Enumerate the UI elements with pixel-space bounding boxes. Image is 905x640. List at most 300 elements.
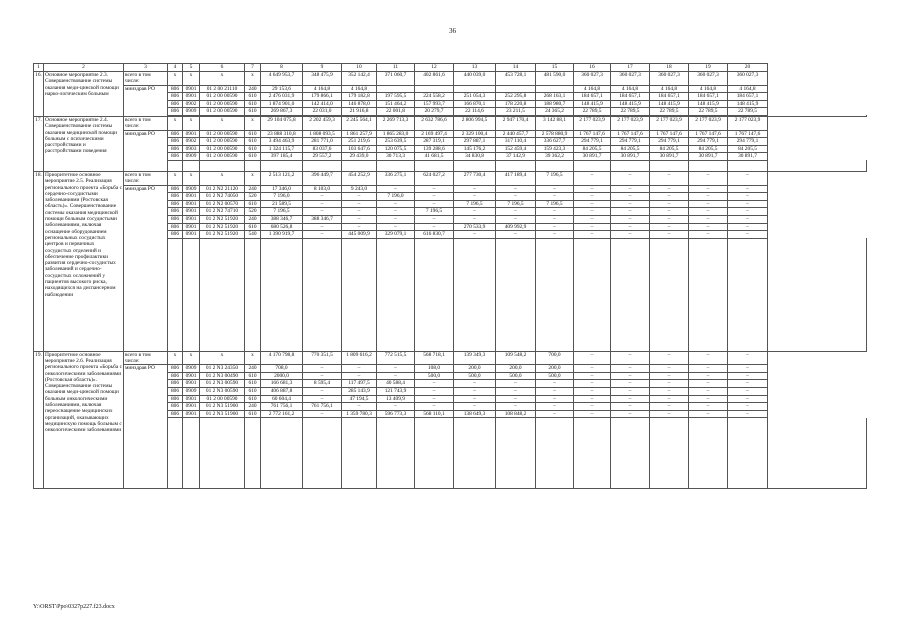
table-cell: –: [415, 223, 454, 231]
table-cell: 0901: [183, 93, 200, 101]
table-cell: –: [303, 372, 342, 380]
empty-cell: [168, 418, 183, 489]
table-cell: x: [168, 351, 183, 365]
table-cell: 388 346,7: [303, 215, 342, 223]
table-cell: 616 830,7: [415, 231, 454, 239]
table-cell: –: [611, 185, 650, 193]
table-cell: x: [245, 116, 261, 130]
table-cell: 13 409,9: [377, 395, 415, 403]
table-cell: 294 779,1: [689, 138, 728, 146]
table-cell: –: [496, 215, 536, 223]
table-cell: 388 346,7: [261, 215, 303, 223]
empty-cell: [200, 238, 245, 351]
empty-cell: [454, 160, 496, 171]
table-cell: 287 319,1: [415, 138, 454, 146]
table-cell: 224 558,2: [415, 93, 454, 101]
table-cell: –: [574, 193, 611, 201]
table-cell: –: [689, 351, 728, 365]
table-cell: 60 604,4: [261, 395, 303, 403]
table-cell: 37 142,9: [496, 153, 536, 161]
table-cell: 540: [245, 231, 261, 239]
table-cell: 500,0: [415, 372, 454, 380]
column-number-cell: 20: [728, 64, 768, 72]
table-cell: 01 2 N2 51920: [200, 231, 245, 239]
executor: минздрав РО: [124, 130, 168, 171]
table-cell: –: [611, 403, 650, 411]
table-cell: 610: [245, 388, 261, 396]
table-cell: 01 2 N2 74050: [200, 193, 245, 201]
table-cell: –: [650, 223, 689, 231]
table-cell: 0901: [183, 372, 200, 380]
table-cell: –: [650, 410, 689, 418]
table-cell: x: [245, 72, 261, 86]
total-label: всего в том числе:: [124, 351, 168, 365]
table-row: [34, 130, 867, 138]
table-cell: 3 142 88,1: [536, 116, 574, 130]
table-cell: –: [377, 200, 415, 208]
table-cell: 22 789,5: [728, 108, 768, 116]
table-cell: –: [574, 388, 611, 396]
table-cell: 0901: [183, 215, 200, 223]
table-cell: –: [454, 193, 496, 201]
empty-cell: [768, 115, 867, 116]
table-cell: 806: [168, 365, 183, 373]
table-cell: 610: [245, 395, 261, 403]
table-cell: –: [728, 185, 768, 193]
table-cell: 806: [168, 145, 183, 153]
table-cell: 0901: [183, 85, 200, 93]
table-cell: –: [415, 215, 454, 223]
table-cell: 2 169 497,4: [415, 130, 454, 138]
table-cell: 17 346,0: [261, 185, 303, 193]
table-cell: 145 176,2: [454, 145, 496, 153]
column-number-cell: 10: [342, 64, 377, 72]
table-cell: 200,0: [536, 365, 574, 373]
table-cell: –: [689, 372, 728, 380]
table-cell: 240: [245, 215, 261, 223]
table-cell: –: [611, 351, 650, 365]
empty-cell: [245, 160, 261, 171]
row-number: 17.: [34, 116, 44, 171]
empty-cell: [168, 238, 183, 351]
table-cell: 34 830,8: [454, 153, 496, 161]
column-number-cell: 19: [689, 64, 728, 72]
table-cell: 806: [168, 138, 183, 146]
table-cell: –: [689, 185, 728, 193]
column-number-cell: 6: [200, 64, 245, 72]
table-cell: 30 891,7: [728, 153, 768, 161]
table-cell: 01 2 N3 00490: [200, 372, 245, 380]
column-number-cell: 9: [303, 64, 342, 72]
table-cell: –: [342, 208, 377, 216]
table-cell: 610: [245, 108, 261, 116]
table-cell: 336 627,7: [536, 138, 574, 146]
table-cell: –: [415, 395, 454, 403]
table-cell: –: [728, 380, 768, 388]
table-cell: –: [689, 365, 728, 373]
table-cell: 22 001,8: [377, 108, 415, 116]
table-cell: 806: [168, 85, 183, 93]
table-cell: x: [168, 72, 183, 86]
table-cell: 2 806 994,5: [454, 116, 496, 130]
table-cell: 01 2 00 21110: [200, 85, 245, 93]
table-cell: 500,0: [536, 372, 574, 380]
empty-cell: [415, 160, 454, 171]
empty-cell: [303, 238, 342, 351]
table-cell: 481 590,0: [536, 72, 574, 86]
table-cell: –: [728, 395, 768, 403]
table-cell: 0909: [183, 388, 200, 396]
table-cell: –: [728, 171, 768, 185]
empty-cell: [768, 418, 867, 489]
table-cell: –: [342, 200, 377, 208]
table-cell: 680 526,8: [261, 223, 303, 231]
table-cell: 7 196,5: [536, 171, 574, 185]
table-cell: 1 809 616,2: [342, 351, 377, 365]
table-cell: –: [415, 193, 454, 201]
table-cell: 184 657,1: [574, 93, 611, 101]
table-cell: 8 103,0: [303, 185, 342, 193]
table-cell: –: [574, 365, 611, 373]
table-cell: 148 415,9: [728, 100, 768, 108]
table-cell: –: [611, 395, 650, 403]
table-cell: 251 219,6: [342, 138, 377, 146]
empty-cell: [415, 238, 454, 351]
table-cell: 01 2 00 00590: [200, 145, 245, 153]
table-cell: 0901: [183, 380, 200, 388]
empty-cell: [728, 160, 768, 171]
table-cell: 29 557,2: [303, 153, 342, 161]
table-cell: 108,0: [415, 365, 454, 373]
table-cell: 294 779,1: [611, 138, 650, 146]
table-cell: 22 789,5: [611, 108, 650, 116]
table-cell: –: [574, 185, 611, 193]
table-cell: –: [496, 231, 536, 239]
table-cell: 01 2 00 00590: [200, 395, 245, 403]
table-cell: 01 2 00 00590: [200, 100, 245, 108]
table-cell: 84 205,5: [689, 145, 728, 153]
table-cell: 23 211,5: [496, 108, 536, 116]
table-cell: –: [650, 351, 689, 365]
table-cell: –: [454, 380, 496, 388]
table-cell: 268 163,1: [536, 93, 574, 101]
table-cell: 2 772 161,2: [261, 410, 303, 418]
table-cell: 252 295,8: [496, 93, 536, 101]
table-cell: 41 681,5: [415, 153, 454, 161]
table-cell: 4 164,8: [574, 85, 611, 93]
empty-cell: [536, 418, 574, 489]
table-cell: 806: [168, 93, 183, 101]
table-cell: 2000,0: [261, 372, 303, 380]
table-cell: 166 681,3: [261, 380, 303, 388]
table-cell: –: [728, 388, 768, 396]
table-cell: 8 595,4: [303, 380, 342, 388]
table-cell: 277 730,4: [454, 171, 496, 185]
table-cell: 29 104 075,8: [261, 116, 303, 130]
table-cell: 30 891,7: [650, 153, 689, 161]
table-cell: –: [574, 215, 611, 223]
table-cell: 396 449,7: [303, 171, 342, 185]
table-cell: 01 2 00 00590: [200, 130, 245, 138]
table-cell: –: [689, 380, 728, 388]
table-cell: 40 588,4: [377, 380, 415, 388]
empty-cell: [611, 418, 650, 489]
table-cell: –: [536, 395, 574, 403]
table-cell: 806: [168, 215, 183, 223]
page-number: 36: [449, 27, 456, 35]
table-cell: 01 2 00 00590: [200, 153, 245, 161]
table-cell: 117 497,5: [342, 380, 377, 388]
table-cell: –: [650, 372, 689, 380]
table-cell: 568 718,1: [415, 351, 454, 365]
empty-cell: [496, 160, 536, 171]
table-cell: –: [536, 410, 574, 418]
table-cell: 610: [245, 130, 261, 138]
total-label: всего в том числе:: [124, 72, 168, 86]
table-cell: 9 243,0: [342, 185, 377, 193]
table-cell: 30 713,3: [377, 153, 415, 161]
empty-cell: [496, 238, 536, 351]
table-cell: –: [342, 372, 377, 380]
table-cell: –: [574, 200, 611, 208]
table-cell: 294 779,1: [650, 138, 689, 146]
column-number-cell: 7: [245, 64, 261, 72]
table-cell: –: [611, 410, 650, 418]
table-cell: 4 164,8: [303, 85, 342, 93]
empty-cell: [183, 418, 200, 489]
total-label: всего в том числе:: [124, 171, 168, 185]
table-cell: 47 194,5: [342, 395, 377, 403]
table-cell: –: [650, 185, 689, 193]
table-cell: 179 866,1: [303, 93, 342, 101]
table-cell: 1 865 283,0: [377, 130, 415, 138]
table-cell: –: [689, 193, 728, 201]
column-number-cell: 4: [168, 64, 183, 72]
column-number-cell: 1: [34, 64, 44, 72]
table-cell: 806: [168, 395, 183, 403]
table-cell: 184 657,1: [650, 93, 689, 101]
table-cell: –: [536, 231, 574, 239]
table-cell: –: [536, 380, 574, 388]
table-cell: 453 728,1: [496, 72, 536, 86]
table-cell: –: [574, 395, 611, 403]
table-cell: –: [536, 208, 574, 216]
table-cell: 0903: [183, 145, 200, 153]
table-cell: 22 031,0: [303, 108, 342, 116]
table-cell: 103 647,6: [342, 145, 377, 153]
table-cell: 0901: [183, 410, 200, 418]
table-cell: 184 657,1: [689, 93, 728, 101]
table-cell: 4 164,8: [342, 85, 377, 93]
table-cell: 500,0: [454, 372, 496, 380]
table-cell: 148 415,9: [689, 100, 728, 108]
table-cell: –: [303, 231, 342, 239]
table-cell: 360 027,3: [650, 72, 689, 86]
measure-description: Приоритетное основное мероприятие 2.5. Реализация регионального проекта «Борьба с сердечно-сосудистыми заболеваниями (Ростовская область)». Совершенствование системы оказания медицинской помощи больным сосудистыми заболеваниями, включая оснащение оборудованием региональных сосудистых центров и первичных сосудистых отделений и обеспечение профилактики развития сердечно-сосудистых заболеваний и сердечно-сосудистых осложнений у пациентов высокого риска, находящихся на диспансерном наблюдении: [44, 171, 124, 351]
table-cell: 01 2 N2 21120: [200, 185, 245, 193]
table-cell: 4 164,8: [689, 85, 728, 93]
table-cell: 770 351,5: [303, 351, 342, 365]
empty-cell: [183, 238, 200, 351]
table-cell: 1 324 115,7: [261, 145, 303, 153]
table-cell: 2 947 170,4: [496, 116, 536, 130]
table-cell: 2 202 459,3: [303, 116, 342, 130]
table-cell: 84 205,5: [650, 145, 689, 153]
table-cell: –: [377, 185, 415, 193]
table-cell: 329 079,1: [377, 231, 415, 239]
table-cell: 1 808 093,5: [303, 130, 342, 138]
table-cell: 624 027,2: [415, 171, 454, 185]
empty-cell: [768, 160, 867, 171]
table-cell: –: [574, 351, 611, 365]
table-cell: 772 515,5: [377, 351, 415, 365]
table-cell: 1 767 147,6: [574, 130, 611, 138]
table-cell: 01 2 N3 51900: [200, 410, 245, 418]
table-cell: –: [342, 215, 377, 223]
table-cell: 121 743,9: [377, 388, 415, 396]
table-cell: 139 349,3: [454, 351, 496, 365]
table-cell: –: [611, 193, 650, 201]
table-cell: –: [377, 215, 415, 223]
row-number: 19.: [34, 351, 44, 489]
table-cell: 1 767 147,6: [689, 130, 728, 138]
table-cell: –: [415, 403, 454, 411]
table-cell: 24 365,2: [536, 108, 574, 116]
table-cell: x: [200, 72, 245, 86]
measure-description: Основное мероприятие 2.3. Совершенствование системы оказания меди-цинской помощи нарко-логическим больным: [44, 72, 124, 117]
table-cell: 4 164,8: [611, 85, 650, 93]
table-cell: –: [650, 200, 689, 208]
table-cell: 2 578 880,9: [536, 130, 574, 138]
table-cell: 806: [168, 231, 183, 239]
table-cell: –: [689, 395, 728, 403]
empty-cell: [377, 238, 415, 351]
table-cell: 21 589,5: [261, 200, 303, 208]
table-cell: 240: [245, 403, 261, 411]
table-cell: –: [728, 351, 768, 365]
table-row: [34, 72, 867, 86]
empty-cell: [183, 160, 200, 171]
table-cell: 166 870,1: [454, 100, 496, 108]
table-cell: –: [303, 208, 342, 216]
table-cell: –: [728, 193, 768, 201]
table-cell: 0901: [183, 130, 200, 138]
table-cell: –: [611, 231, 650, 239]
table-cell: 610: [245, 100, 261, 108]
table-cell: 109 548,2: [496, 351, 536, 365]
table-cell: 0901: [183, 231, 200, 239]
empty-cell: [650, 238, 689, 351]
table-cell: 1 861 257,9: [342, 130, 377, 138]
table-cell: 108 848,2: [496, 410, 536, 418]
empty-cell: [342, 418, 377, 489]
table-cell: 806: [168, 410, 183, 418]
table-cell: x: [183, 116, 200, 130]
table-cell: 200,0: [496, 365, 536, 373]
column-number-cell: 3: [124, 64, 168, 72]
table-cell: 0901: [183, 395, 200, 403]
table-cell: 371 060,7: [377, 72, 415, 86]
table-cell: 397 185,4: [261, 153, 303, 161]
table-cell: 0909: [183, 108, 200, 116]
executor: минздрав РО: [124, 365, 168, 489]
table-cell: –: [574, 231, 611, 239]
table-cell: –: [536, 185, 574, 193]
table-cell: 806: [168, 193, 183, 201]
table-cell: –: [650, 365, 689, 373]
table-cell: x: [200, 171, 245, 185]
table-cell: 22 789,5: [650, 108, 689, 116]
table-cell: 454 252,9: [342, 171, 377, 185]
table-cell: 360 027,3: [611, 72, 650, 86]
table-row: [34, 171, 867, 185]
table-cell: 2 177 023,9: [728, 116, 768, 130]
table-cell: 348 475,9: [303, 72, 342, 86]
table-cell: 23 888 310,8: [261, 130, 303, 138]
table-cell: 294 779,1: [728, 138, 768, 146]
table-cell: 1 390 919,7: [261, 231, 303, 239]
table-cell: –: [496, 380, 536, 388]
table-cell: –: [650, 403, 689, 411]
table-cell: –: [650, 171, 689, 185]
table-cell: –: [496, 388, 536, 396]
table-cell: 270 533,9: [454, 223, 496, 231]
table-cell: 806: [168, 153, 183, 161]
empty-cell: [574, 160, 611, 171]
table-cell: 2 513 121,2: [261, 171, 303, 185]
table-cell: 402 861,6: [415, 72, 454, 86]
table-cell: 610: [245, 153, 261, 161]
table-cell: –: [454, 403, 496, 411]
table-cell: 01 2 00 00590: [200, 138, 245, 146]
table-cell: 152 459,4: [496, 145, 536, 153]
table-cell: x: [200, 351, 245, 365]
table-cell: 440 039,0: [454, 72, 496, 86]
empty-cell: [261, 160, 303, 171]
table-cell: –: [728, 403, 768, 411]
table-cell: –: [536, 388, 574, 396]
table-cell: –: [415, 388, 454, 396]
table-cell: 2 177 023,9: [611, 116, 650, 130]
table-cell: –: [728, 231, 768, 239]
column-number-cell: 18: [650, 64, 689, 72]
table-cell: 120 075,5: [377, 145, 415, 153]
table-cell: 01 2 N2 51920: [200, 223, 245, 231]
table-cell: –: [536, 193, 574, 201]
table-cell: 240: [245, 85, 261, 93]
empty-cell: [245, 418, 261, 489]
table-cell: 251 054,3: [454, 93, 496, 101]
total-label: всего в том числе:: [124, 116, 168, 130]
table-cell: 7 196,5: [261, 208, 303, 216]
table-cell: –: [611, 388, 650, 396]
table-cell: –: [689, 208, 728, 216]
table-cell: 806: [168, 223, 183, 231]
table-cell: 148 415,9: [574, 100, 611, 108]
table-cell: 30 891,7: [689, 153, 728, 161]
table-cell: 520: [245, 193, 261, 201]
empty-cell: [496, 418, 536, 489]
table-cell: 179 182,8: [342, 93, 377, 101]
table-cell: 360 027,3: [689, 72, 728, 86]
table-cell: 806: [168, 185, 183, 193]
table-cell: 417 189,4: [496, 171, 536, 185]
table-cell: 0902: [183, 100, 200, 108]
table-cell: 806: [168, 108, 183, 116]
table-cell: 84 205,5: [728, 145, 768, 153]
table-cell: 610: [245, 223, 261, 231]
table-cell: –: [454, 215, 496, 223]
